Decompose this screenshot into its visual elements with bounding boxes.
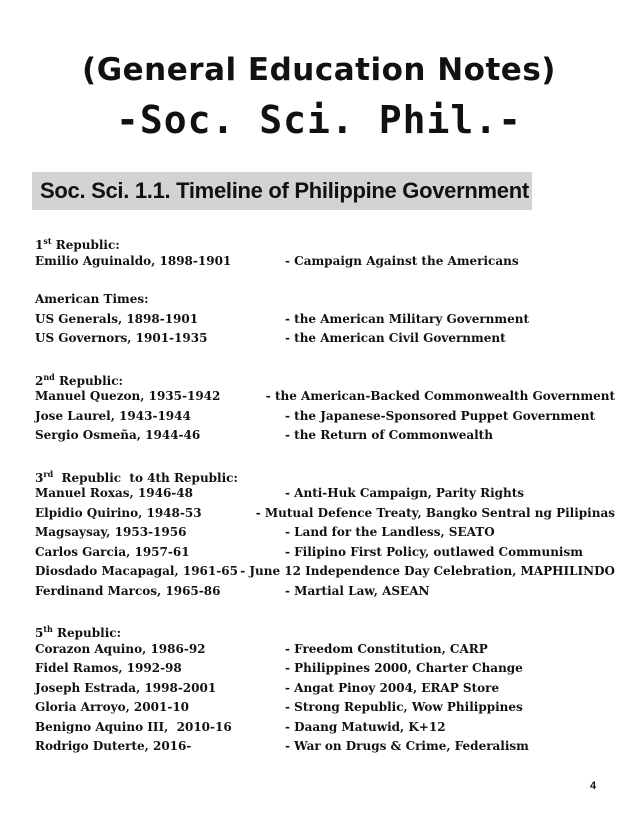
leader-period: Elpidio Quirino, 1948-53 [35,505,202,520]
government-description: - Anti-Huk Campaign, Parity Rights [285,486,525,500]
government-description: - Filipino First Policy, outlawed Communism [285,544,583,559]
heading-ordinal-suffix: th [43,624,53,634]
section-heading [35,368,615,388]
heading-label: Republic to 4th Republic: [53,470,238,485]
heading-ordinal-suffix: nd [43,371,55,382]
government-description: - the American Military Government [285,311,530,326]
section-heading [35,290,615,310]
timeline-section [35,620,615,757]
leader-period: Ferdinand Marcos, 1965-86 [35,583,221,598]
page-number: 4 [590,780,597,792]
leader-period: US Generals, 1898-1901 [35,311,199,326]
government-description: - Land for the Landless, SEATO [285,525,495,539]
timeline-row [35,407,615,427]
leader-period: Corazon Aquino, 1986-92 [35,641,206,656]
timeline-section [35,465,615,602]
timeline-row [35,698,615,718]
timeline-row [35,252,615,272]
heading-ordinal: American Times: [35,292,149,306]
heading-label: Republic: [52,626,122,640]
government-description: - Strong Republic, Wow Philippines [285,700,523,714]
leader-period: Rodrigo Duterte, 2016- [35,739,192,753]
leader-period: Magsaysay, 1953-1956 [35,525,187,539]
timeline-row [35,718,615,738]
timeline-section [35,290,615,349]
timeline-section [35,368,615,446]
timeline-row [35,387,615,407]
section-heading [35,620,615,640]
leader-period: Manuel Roxas, 1946-48 [35,486,193,500]
timeline-row [35,484,615,504]
heading-label: Republic: [54,373,123,388]
leader-period: Carlos Garcia, 1957-61 [35,544,190,559]
timeline-row [35,737,615,757]
government-description: - Freedom Constitution, CARP [285,641,488,656]
government-description: - Angat Pinoy 2004, ERAP Store [285,680,500,695]
leader-period: Diosdado Macapagal, 1961-65 [35,564,238,578]
government-description: - Philippines 2000, Charter Change [285,661,523,675]
document-subtitle: -Soc. Sci. Phil.- [116,98,522,142]
section-heading [35,465,615,485]
timeline-row [35,310,615,330]
timeline-row [35,504,615,524]
timeline-content [35,232,615,776]
leader-period: Benigno Aquino III, 2010-16 [35,719,232,734]
leader-period: Fidel Ramos, 1992-98 [35,661,182,675]
heading-ordinal: 1 [35,238,44,252]
leader-period: US Governors, 1901-1935 [35,331,208,345]
heading-ordinal: 2 [35,373,44,388]
timeline-row [35,523,615,543]
heading-ordinal: 3 [35,470,44,485]
leader-period: Sergio Osmeña, 1944-46 [35,428,201,442]
government-description: - the American Civil Government [285,331,506,345]
leader-period: Gloria Arroyo, 2001-10 [35,700,190,714]
leader-period: Emilio Aguinaldo, 1898-1901 [35,253,232,268]
government-description: - Campaign Against the Americans [285,253,519,268]
timeline-row [35,679,615,699]
timeline-row [35,329,615,349]
heading-ordinal-suffix: st [43,236,52,246]
heading-ordinal: 5 [35,626,44,640]
timeline-row [35,582,615,602]
heading-label: Republic: [51,238,120,252]
government-description: - June 12 Independence Day Celebration, MAPHILINDO [240,564,615,578]
timeline-row [35,659,615,679]
timeline-row [35,640,615,660]
timeline-row [35,426,615,446]
government-description: - the Japanese-Sponsored Puppet Government [285,408,596,423]
government-description: - Mutual Defence Treaty, Bangko Sentral ng Pilipinas [255,505,615,520]
government-description: - Martial Law, ASEAN [285,583,430,598]
section-banner: Soc. Sci. 1.1. Timeline of Philippine Government [32,172,532,210]
government-description: - the Return of Commonwealth [285,428,493,442]
timeline-section [35,232,615,271]
timeline-row [35,562,615,582]
government-description: - War on Drugs & Crime, Federalism [285,739,529,753]
government-description: - Daang Matuwid, K+12 [285,719,446,734]
government-description: - the American-Backed Commonwealth Government [265,389,615,403]
leader-period: Manuel Quezon, 1935-1942 [35,389,221,403]
leader-period: Joseph Estrada, 1998-2001 [35,680,217,695]
section-heading [35,232,615,252]
document-title: (General Education Notes) [82,52,556,88]
leader-period: Jose Laurel, 1943-1944 [35,408,191,423]
timeline-row [35,543,615,563]
heading-ordinal-suffix: rd [43,468,54,479]
